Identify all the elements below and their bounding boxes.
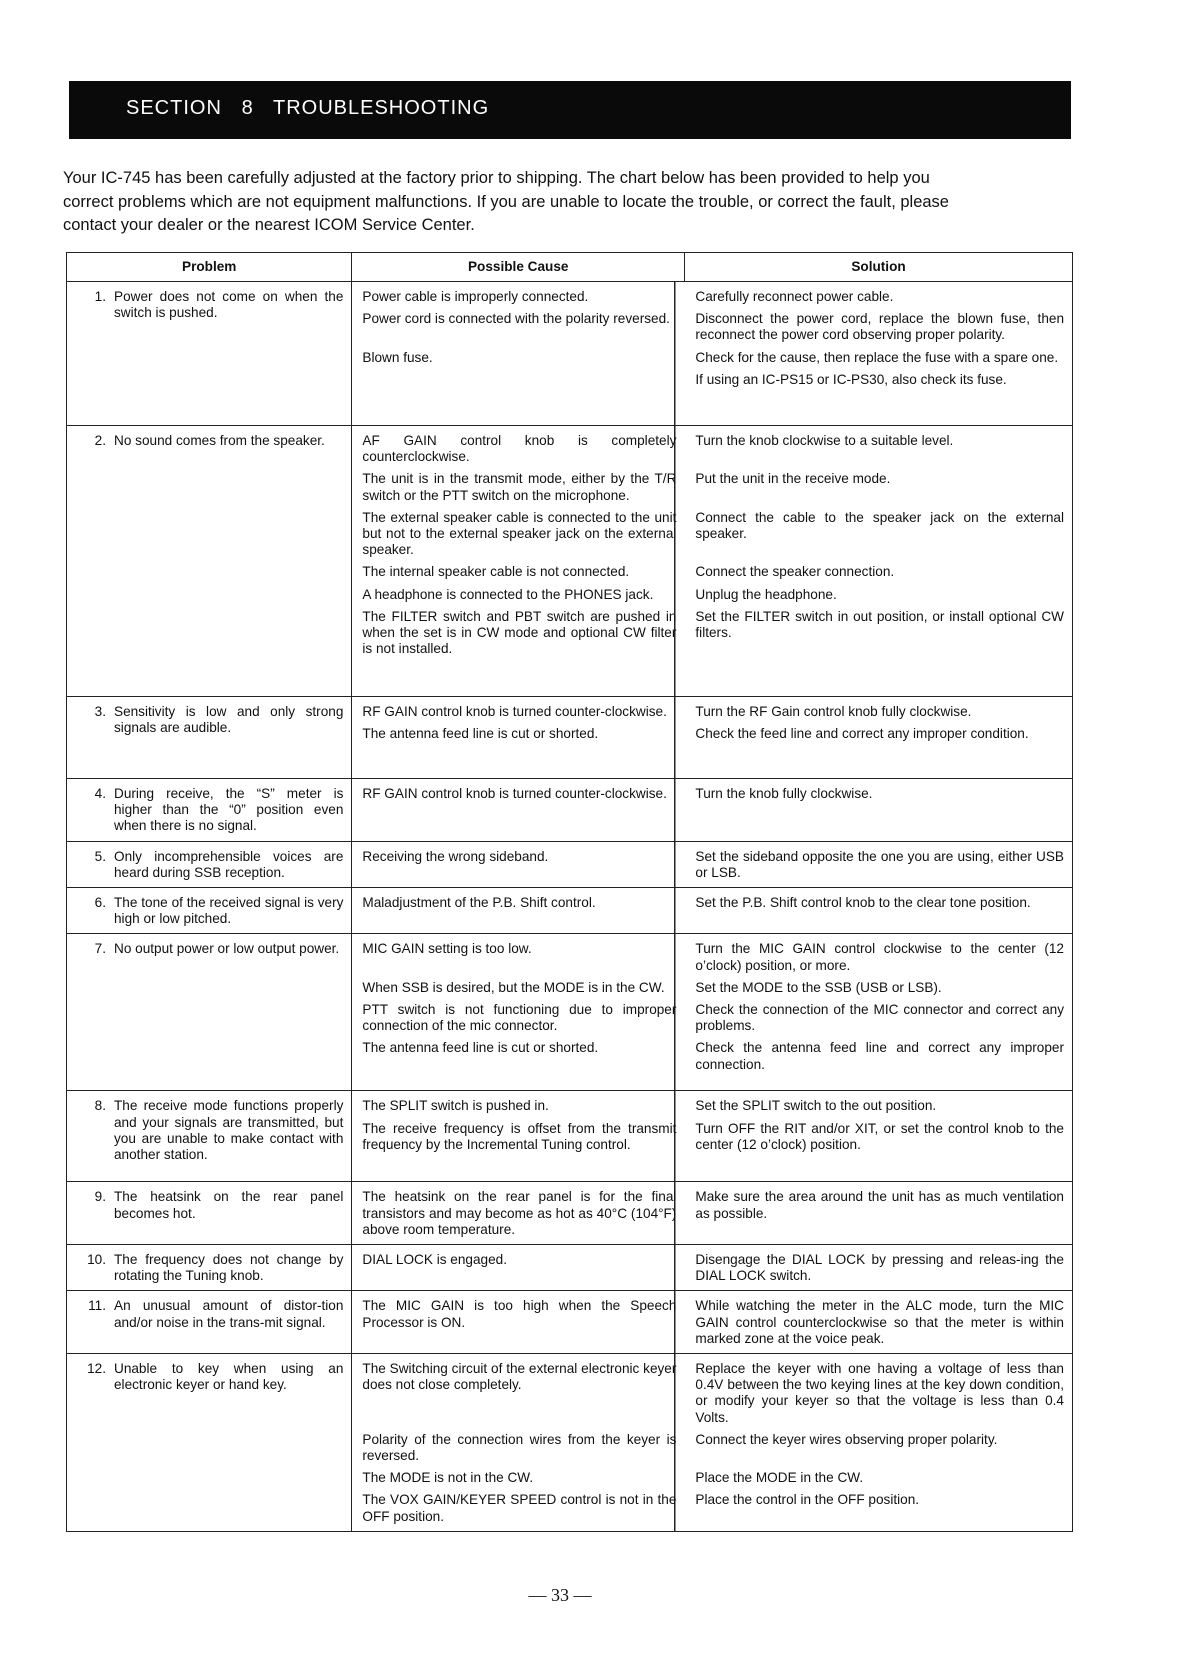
solution: Carefully reconnect power cable.: [695, 289, 894, 304]
table-header-row: [67, 253, 1073, 282]
possible-cause: The MODE is not in the CW.: [362, 1470, 534, 1486]
solution: Set the SPLIT switch to the out position.: [695, 1098, 937, 1114]
problem-cell: [67, 1182, 352, 1245]
cause-solution-pair: [360, 1432, 1064, 1464]
problem-number: 5.: [94, 848, 106, 864]
cause-solution-cell: [352, 1091, 1073, 1182]
cause-solution-pair: [360, 433, 1064, 465]
cause-solution-cell: [352, 779, 1073, 842]
table-body: [67, 282, 1073, 1532]
table-row: [67, 841, 1073, 887]
solution: Connect the keyer wires observing proper polarity.: [695, 1431, 998, 1447]
cause-solution-cell: [352, 426, 1073, 697]
cause-solution-pair: [360, 1470, 1064, 1486]
possible-cause: The FILTER switch and PBT switch are pushed in when the set is in CW mode and optional CW filter is not installed.: [362, 608, 677, 657]
problem-cell: [67, 934, 352, 1091]
solution: Check for the cause, then replace the fuse with a spare one.: [695, 349, 1059, 365]
problem-text: The frequency does not change by rotating the Tuning knob.: [114, 1252, 344, 1284]
cause-solution-pair: [360, 1040, 1064, 1072]
possible-cause: The heatsink on the rear panel is for the final transistors and may become as hot as 40°C (104°F) above room temperature.: [362, 1189, 677, 1237]
solution: Replace the keyer with one having a voltage of less than 0.4V between the two keying lines at the key down condition, or modify your keyer so that the voltage is less than 0.4 Volts.: [695, 1361, 1064, 1425]
cause-solution-pair: [360, 1002, 1064, 1034]
solution: Disconnect the power cord, replace the blown fuse, then reconnect the power cord observing proper polarity.: [695, 311, 1064, 343]
cause-solution-pair: [360, 980, 1064, 996]
possible-cause: The antenna feed line is cut or shorted.: [362, 726, 599, 742]
problem-number: 4.: [94, 786, 106, 801]
cause-solution-pair: [360, 311, 1064, 343]
cause-solution-pair: [360, 849, 1064, 881]
table-row: [67, 1291, 1073, 1354]
problem-cell: [67, 1091, 352, 1182]
cause-solution-pair: [360, 726, 1064, 742]
possible-cause: The receive frequency is offset from the transmit frequency by the Incremental Tuning control.: [362, 1120, 677, 1152]
problem-text: Sensitivity is low and only strong signals are audible.: [114, 704, 344, 736]
solution: Turn the knob fully clockwise.: [695, 786, 873, 801]
problem-text: Only incomprehensible voices are heard during SSB reception.: [114, 848, 344, 880]
intro-line: Your IC-745 has been carefully adjusted at the factory prior to shipping. The chart below has been provided to help you: [63, 169, 930, 187]
intro-line: contact your dealer or the nearest ICOM Service Center.: [63, 216, 475, 234]
solution: Connect the cable to the speaker jack on the external speaker.: [695, 509, 1064, 542]
cause-solution-cell: [352, 1291, 1073, 1354]
cause-solution-pair: [360, 1361, 1064, 1426]
problem-text: The receive mode functions properly and your signals are transmitted, but you are unable to make contact with another station.: [114, 1098, 344, 1163]
problem-text: No output power or low output power.: [114, 941, 340, 957]
header-problem: Problem: [67, 253, 352, 282]
solution: Disengage the DIAL LOCK by pressing and releas-ing the DIAL LOCK switch.: [695, 1252, 1064, 1284]
problem-cell: [67, 841, 352, 887]
problem-number: 11.: [88, 1298, 106, 1314]
solution: Make sure the area around the unit has as much ventilation as possible.: [695, 1189, 1064, 1221]
possible-cause: Polarity of the connection wires from the keyer is reversed.: [362, 1431, 677, 1464]
solution: Unplug the headphone.: [695, 586, 837, 602]
problem-text: During receive, the “S” meter is higher than the “0” position even when there is no signal.: [114, 786, 344, 834]
problem-cell: [67, 282, 352, 426]
cause-solution-cell: [352, 1182, 1073, 1245]
possible-cause: RF GAIN control knob is turned counter-clockwise.: [362, 786, 667, 801]
solution: If using an IC-PS15 or IC-PS30, also check its fuse.: [695, 371, 1007, 387]
problem-text: An unusual amount of distor-tion and/or noise in the trans-mit signal.: [114, 1298, 344, 1330]
possible-cause: DIAL LOCK is engaged.: [362, 1252, 507, 1268]
possible-cause: The unit is in the transmit mode, either by the T/R switch or the PTT switch on the microphone.: [362, 471, 677, 503]
intro-line: correct problems which are not equipment malfunctions. If you are unable to locate the trouble, or correct the fault, please: [63, 192, 949, 211]
cause-solution-pair: [360, 587, 1064, 603]
cause-solution-cell: [352, 697, 1073, 779]
cause-solution-pair: [360, 704, 1064, 720]
problem-number: 3.: [94, 704, 106, 719]
possible-cause: The MIC GAIN is too high when the Speech Processor is ON.: [362, 1298, 677, 1330]
solution: Connect the speaker connection.: [695, 564, 895, 580]
problem-cell: [67, 888, 352, 934]
possible-cause: Maladjustment of the P.B. Shift control.: [362, 895, 596, 911]
possible-cause: When SSB is desired, but the MODE is in the CW.: [362, 979, 665, 995]
problem-cell: [67, 1354, 352, 1532]
cause-solution-cell: [352, 1354, 1073, 1532]
problem-text: No sound comes from the speaker.: [114, 433, 325, 448]
possible-cause: RF GAIN control knob is turned counter-clockwise.: [362, 704, 667, 719]
problem-number: 12.: [87, 1361, 106, 1377]
cause-solution-pair: [360, 1121, 1064, 1153]
troubleshooting-table: [66, 252, 1073, 1532]
problem-cell: [67, 1291, 352, 1354]
solution: Turn OFF the RIT and/or XIT, or set the control knob to the center (12 o’clock) position.: [695, 1120, 1064, 1152]
solution: Place the MODE in the CW.: [695, 1470, 864, 1486]
table-row: [67, 282, 1073, 426]
cause-solution-pair: [360, 564, 1064, 580]
table-row: [67, 934, 1073, 1091]
cause-solution-cell: [352, 888, 1073, 934]
solution: Set the MODE to the SSB (USB or LSB).: [695, 979, 942, 995]
solution: Check the antenna feed line and correct any improper connection.: [695, 1040, 1064, 1072]
problem-text: Unable to key when using an electronic keyer or hand key.: [114, 1361, 344, 1393]
problem-number: 9.: [94, 1189, 106, 1205]
solution: Turn the knob clockwise to a suitable level.: [695, 433, 954, 448]
problem-cell: [67, 779, 352, 842]
possible-cause: Blown fuse.: [362, 349, 433, 365]
problem-number: 6.: [94, 895, 106, 911]
possible-cause: A headphone is connected to the PHONES jack.: [362, 586, 654, 602]
cause-solution-pair: [360, 471, 1064, 503]
possible-cause: The Switching circuit of the external electronic keyer does not close completely.: [362, 1361, 677, 1393]
solution: Put the unit in the receive mode.: [695, 471, 891, 487]
problem-text: The tone of the received signal is very high or low pitched.: [114, 895, 344, 927]
solution: Place the control in the OFF position.: [695, 1492, 920, 1508]
table-row: [67, 888, 1073, 934]
header-possible-cause: Possible Cause: [352, 253, 685, 282]
cause-solution-pair: [360, 372, 1064, 388]
problem-number: 2.: [94, 433, 106, 448]
solution: Set the FILTER switch in out position, or install optional CW filters.: [695, 608, 1064, 641]
table-row: [67, 426, 1073, 697]
cause-solution-pair: [360, 1252, 1064, 1284]
solution: Turn the MIC GAIN control clockwise to the center (12 o’clock) position, or more.: [695, 941, 1064, 973]
possible-cause: Power cord is connected with the polarity reversed.: [362, 311, 670, 327]
cause-solution-cell: [352, 282, 1073, 426]
problem-cell: [67, 426, 352, 697]
possible-cause: Power cable is improperly connected.: [362, 289, 589, 304]
cause-solution-pair: [360, 350, 1064, 366]
table-row: [67, 1091, 1073, 1182]
possible-cause: The antenna feed line is cut or shorted.: [362, 1040, 599, 1056]
problem-number: 10.: [87, 1252, 106, 1268]
possible-cause: The VOX GAIN/KEYER SPEED control is not in the OFF position.: [362, 1492, 677, 1524]
solution: Set the sideband opposite the one you are using, either USB or LSB.: [695, 848, 1064, 880]
table-row: [67, 1245, 1073, 1291]
table-row: [67, 779, 1073, 842]
cause-solution-pair: [360, 786, 1064, 802]
header-solution: Solution: [685, 253, 1073, 282]
solution: While watching the meter in the ALC mode, turn the MIC GAIN control counterclockwise so that the meter is within marked zone at the voice peak.: [695, 1298, 1064, 1346]
cause-solution-pair: [360, 941, 1064, 973]
possible-cause: PTT switch is not functioning due to improper connection of the mic connector.: [362, 1002, 677, 1034]
table-row: [67, 1182, 1073, 1245]
problem-number: 8.: [94, 1098, 106, 1114]
section-title: SECTION 8 TROUBLESHOOTING: [126, 97, 490, 119]
cause-solution-pair: [360, 510, 1064, 559]
table-row: [67, 1354, 1073, 1532]
solution: Check the feed line and correct any improper condition.: [695, 726, 1029, 742]
solution: Check the connection of the MIC connector and correct any problems.: [695, 1002, 1064, 1034]
cause-solution-pair: [360, 1189, 1064, 1238]
solution: Set the P.B. Shift control knob to the clear tone position.: [695, 895, 1031, 911]
possible-cause: MIC GAIN setting is too low.: [362, 941, 532, 957]
cause-solution-cell: [352, 1245, 1073, 1291]
section-header-bar: [69, 81, 1071, 139]
possible-cause: The SPLIT switch is pushed in.: [362, 1098, 549, 1114]
cause-solution-cell: [352, 934, 1073, 1091]
problem-number: 7.: [94, 941, 106, 957]
possible-cause: AF GAIN control knob is completely counterclockwise.: [362, 433, 677, 465]
problem-text: Power does not come on when the switch is pushed.: [114, 289, 344, 321]
possible-cause: [360, 372, 693, 388]
solution: Turn the RF Gain control knob fully clockwise.: [695, 704, 972, 719]
intro-paragraph: [63, 167, 1071, 238]
table-row: [67, 697, 1073, 779]
cause-solution-pair: [360, 895, 1064, 911]
cause-solution-pair: [360, 1298, 1064, 1347]
cause-solution-pair: [360, 289, 1064, 305]
possible-cause: The internal speaker cable is not connected.: [362, 564, 630, 580]
cause-solution-pair: [360, 609, 1064, 658]
possible-cause: Receiving the wrong sideband.: [362, 848, 549, 864]
cause-solution-cell: [352, 841, 1073, 887]
possible-cause: The external speaker cable is connected to the unit but not to the external speaker jack on the external speaker.: [362, 509, 677, 558]
problem-cell: [67, 697, 352, 779]
problem-number: 1.: [94, 289, 106, 304]
page-number: — 33 —: [528, 1585, 592, 1605]
cause-solution-pair: [360, 1492, 1064, 1524]
cause-solution-pair: [360, 1098, 1064, 1114]
problem-text: The heatsink on the rear panel becomes hot.: [114, 1189, 344, 1221]
problem-cell: [67, 1245, 352, 1291]
